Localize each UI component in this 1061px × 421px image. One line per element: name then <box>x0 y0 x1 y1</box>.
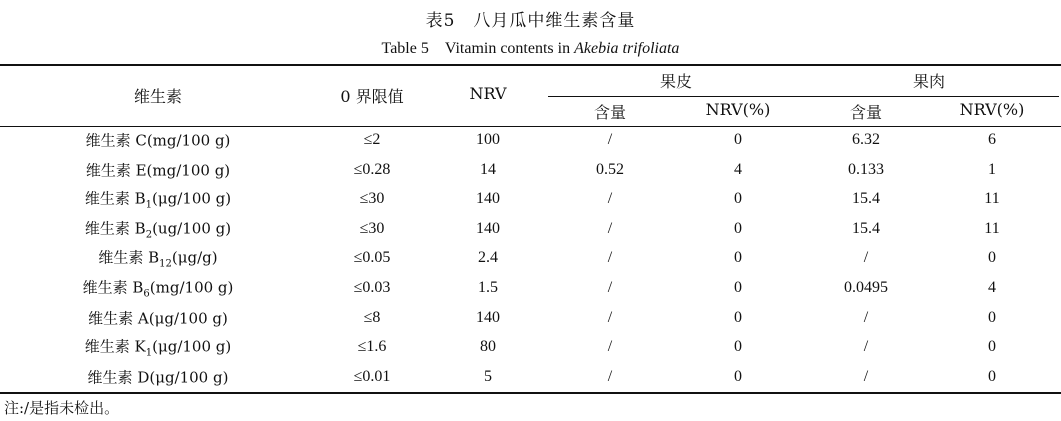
table-title-chinese: 表5 八月瓜中维生素含量 <box>425 11 636 31</box>
peel-nrv-pct: 0 <box>734 308 742 326</box>
limit-value: ≤0.01 <box>353 367 391 385</box>
species-name: Akebia trifoliata <box>574 40 680 57</box>
header-peel-nrv-pct: NRV(%) <box>705 100 771 119</box>
nrv-value: 14 <box>480 160 496 178</box>
vitamin-name <box>85 217 231 240</box>
bottom-rule <box>0 392 1061 394</box>
nrv-value: 80 <box>480 338 496 356</box>
limit-value: ≤0.03 <box>353 279 391 296</box>
nrv-value: 5 <box>484 367 492 385</box>
top-rule <box>0 64 1061 66</box>
pulp-content: / <box>863 367 869 385</box>
vitamin-name: 维生素 E(mg/100 g) <box>85 161 231 180</box>
vitamin-name-main: 维生素 B <box>84 189 146 208</box>
header-bottom-rule <box>0 126 1061 127</box>
peel-content: / <box>607 338 613 356</box>
header-nrv: NRV <box>469 84 507 103</box>
peel-nrv-pct: 0 <box>734 131 742 148</box>
header-pulp-nrv-pct: NRV(%) <box>959 100 1025 119</box>
nrv-value: 1.5 <box>478 279 498 296</box>
peel-content: 0.52 <box>596 160 624 178</box>
limit-value: ≤0.05 <box>353 249 391 267</box>
table-note: 注:/是指未检出。 <box>4 399 120 417</box>
pulp-content: 0.0495 <box>844 279 888 296</box>
vitamin-name-main: 维生素 B <box>98 248 160 267</box>
peel-content: / <box>607 131 613 148</box>
limit-value: ≤2 <box>363 131 381 148</box>
vitamin-unit: (μg/100 g) <box>152 337 232 356</box>
pulp-content: 6.32 <box>852 131 880 148</box>
vitamin-name <box>85 336 231 359</box>
vitamin-unit: (μg/100 g) <box>152 189 232 208</box>
peel-nrv-pct: 4 <box>734 160 742 178</box>
nrv-value: 140 <box>476 308 500 326</box>
limit-value: ≤0.28 <box>353 160 391 178</box>
peel-content: / <box>607 249 613 267</box>
table-title-english-prefix: Table 5 Vitamin contents in <box>381 40 575 57</box>
header-peel-content: 含量 <box>593 103 627 122</box>
pulp-nrv-pct: 1 <box>988 160 996 178</box>
peel-content: / <box>607 308 613 326</box>
limit-value: ≤30 <box>359 190 385 208</box>
header-subrule <box>548 96 1059 97</box>
pulp-content: / <box>863 338 869 356</box>
nrv-value: 140 <box>476 190 500 208</box>
vitamin-name-main: 维生素 K <box>84 337 146 356</box>
vitamin-name-main: 维生素 B <box>84 219 146 238</box>
table-title-english <box>0 35 1061 58</box>
vitamin-name: 维生素 A(μg/100 g) <box>88 309 228 328</box>
header-peel: 果皮 <box>659 72 693 91</box>
vitamin-name <box>83 277 234 300</box>
vitamin-name: 维生素 C(mg/100 g) <box>85 131 231 150</box>
peel-nrv-pct: 0 <box>734 249 742 267</box>
peel-content: / <box>607 279 613 296</box>
limit-value: ≤1.6 <box>357 338 387 356</box>
peel-content: / <box>607 367 613 385</box>
header-pulp: 果肉 <box>912 72 946 91</box>
vitamin-subscript: 6 <box>143 288 150 300</box>
limit-value: ≤30 <box>359 219 385 237</box>
vitamin-name <box>98 247 217 270</box>
pulp-content: 0.133 <box>848 160 884 178</box>
pulp-content: 15.4 <box>852 219 880 237</box>
peel-nrv-pct: 0 <box>734 190 742 208</box>
vitamin-subscript: 1 <box>145 199 153 211</box>
pulp-content: / <box>863 308 869 326</box>
vitamin-subscript: 2 <box>145 229 153 241</box>
vitamin-unit: (μg/g) <box>171 248 218 267</box>
pulp-content: / <box>863 249 869 267</box>
limit-value: ≤8 <box>363 308 381 326</box>
peel-nrv-pct: 0 <box>734 338 742 356</box>
vitamin-unit: (ug/100 g) <box>152 219 232 238</box>
vitamin-name <box>85 188 231 211</box>
header-pulp-content: 含量 <box>849 103 883 122</box>
peel-nrv-pct: 0 <box>734 367 742 385</box>
vitamin-subscript: 1 <box>145 347 153 359</box>
pulp-nrv-pct: 11 <box>984 190 1000 208</box>
header-vitamin: 维生素 <box>133 87 183 106</box>
vitamin-name-main: 维生素 B <box>82 278 144 297</box>
pulp-content: 15.4 <box>852 190 880 208</box>
pulp-nrv-pct: 6 <box>988 131 996 148</box>
vitamin-subscript: 12 <box>159 258 172 270</box>
nrv-value: 140 <box>476 219 500 237</box>
vitamin-unit: (mg/100 g) <box>149 278 234 297</box>
pulp-nrv-pct: 11 <box>984 219 1000 237</box>
peel-content: / <box>607 190 613 208</box>
pulp-nrv-pct: 0 <box>988 338 996 356</box>
nrv-value: 100 <box>476 131 500 148</box>
nrv-value: 2.4 <box>478 249 498 267</box>
pulp-nrv-pct: 4 <box>988 279 996 296</box>
peel-nrv-pct: 0 <box>734 279 742 296</box>
peel-nrv-pct: 0 <box>734 219 742 237</box>
pulp-nrv-pct: 0 <box>988 308 996 326</box>
pulp-nrv-pct: 0 <box>988 367 996 385</box>
vitamin-name: 维生素 D(μg/100 g) <box>87 368 229 387</box>
header-limit: 0 界限值 <box>340 87 404 106</box>
peel-content: / <box>607 219 613 237</box>
pulp-nrv-pct: 0 <box>988 249 996 267</box>
